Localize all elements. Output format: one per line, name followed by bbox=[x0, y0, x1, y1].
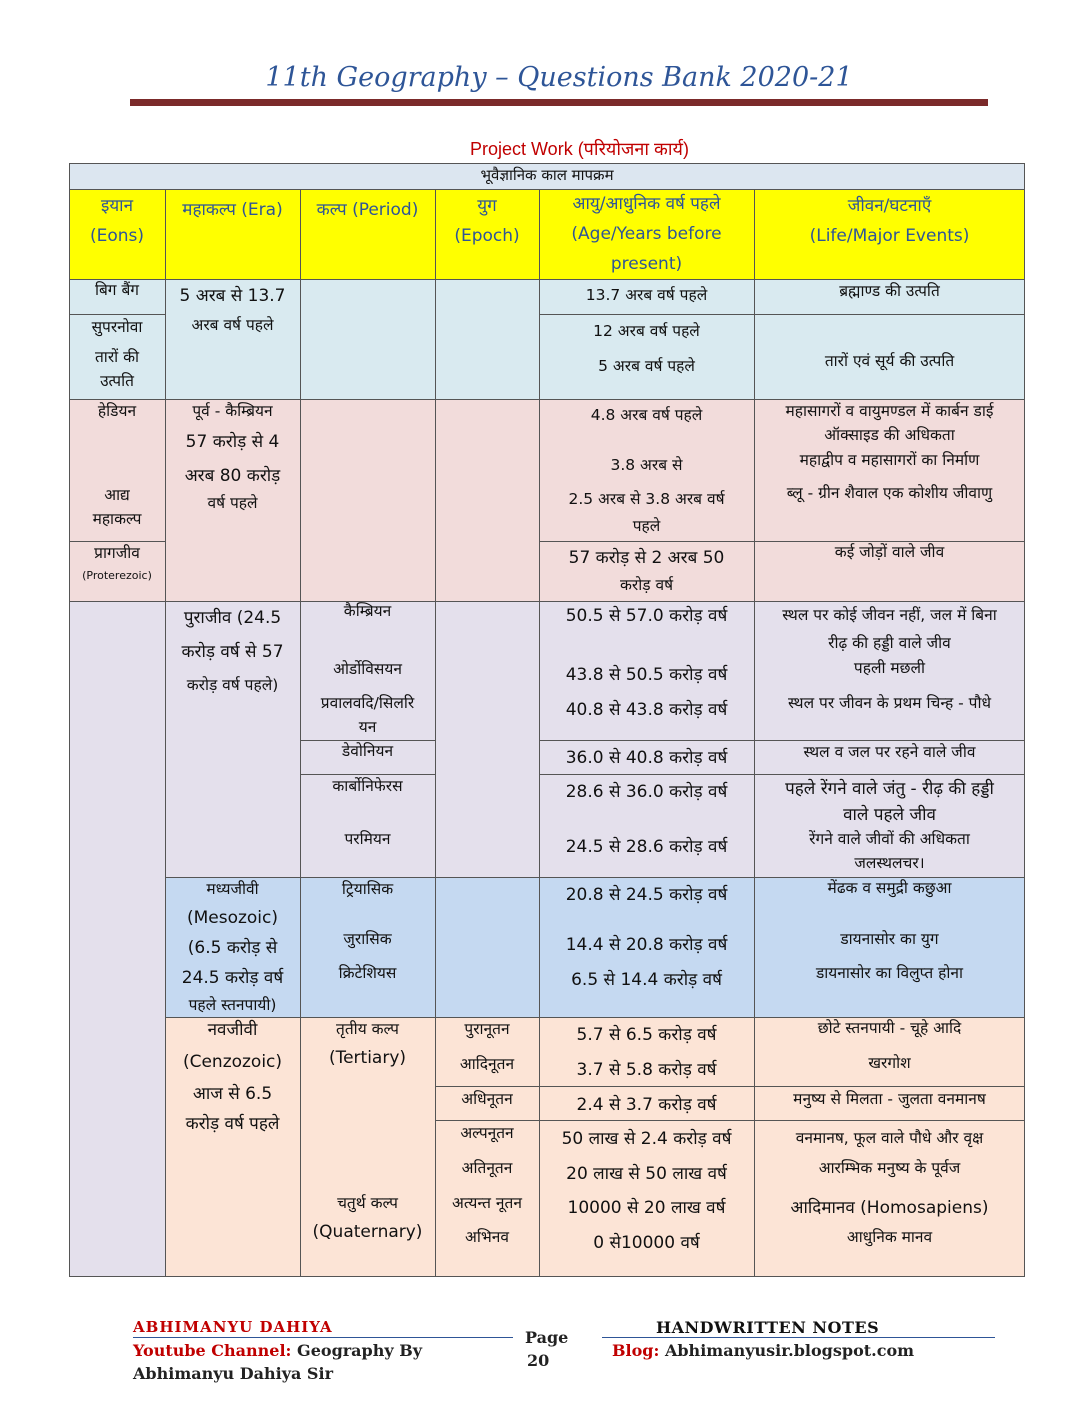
footer-rule-left bbox=[133, 1337, 513, 1338]
header-epoch-en: (Epoch) bbox=[454, 226, 520, 246]
footer-blog-value[interactable]: Abhimanyusir.blogspot.com bbox=[664, 1341, 915, 1360]
header-events bbox=[754, 189, 1025, 279]
header-era bbox=[165, 189, 300, 279]
header-age-hi: आयु/आधुनिक वर्ष पहले bbox=[572, 194, 721, 214]
footer-blog-label: Blog: bbox=[612, 1341, 660, 1360]
header-eons-hi: इयान bbox=[100, 196, 134, 216]
project-title: Project Work (परियोजना कार्य) bbox=[470, 139, 689, 159]
geologic-time-table: भूवैज्ञानिक काल मापक्रम इयान (Eons) महाकल्प (Era) कल्प (Period) युग (Epoch) आयु/आधुनिक वर्ष पहले (Age/Years before present) जीवन/घटनाएँ (Life/Major Events) बिग बैंग सुपरनोवा तारों की उत्पति हेडियन आद्य महाकल्प प्रागजीव (Proterezoic) 5 अरब से 13.7 अरब वर्ष पहले पूर्व - कैम्ब्रियन 57 करोड़ से 4 अरब 80 करोड़ वर्ष पहले पुराजीव (24.5 करोड़ वर्ष से 57 करोड़ वर्ष पहले) मध्यजीवी (Mesozoic) (6.5 करोड़ से 24.5 करोड़ वर्ष पहले स्तनपायी) नवजीवी (Cenzozoic) आज से 6.5 करोड़ वर्ष पहले कैम्ब्रियन ओर्डोविसयन प्रवालवदि/सिलरि यन डेवोनियन कार्बोनिफेरस परमियन ट्रियासिक जुरासिक क्रिटेशियस तृतीय कल्प (Tertiary) चतुर्थ कल्प (Quaternary) पुरानूतन आदिनूतन अधिनूतन अल्पनूतन अतिनूतन अत्यन्त नूतन अभिनव 13.7 अरब वर्ष पहले 12 अरब वर्ष पहले 5 अरब वर्ष पहले 4.8 अरब वर्ष पहले 3.8 अरब से 2.5 अरब से 3.8 अरब वर्ष पहले 57 करोड़ से 2 अरब 50 करोड़ वर्ष 50.5 से 57.0 करोड़ वर्ष 43.8 से 50.5 करोड़ वर्ष 40.8 से 43.8 करोड़ वर्ष 36.0 से 40.8 करोड़ वर्ष 28.6 से 36.0 करोड़ वर्ष 24.5 से 28.6 करोड़ वर्ष 20.8 से 24.5 करोड़ वर्ष 14.4 से 20.8 करोड़ वर्ष 6.5 से 14.4 करोड़ वर्ष 5.7 से 6.5 करोड़ वर्ष 3.7 से 5.8 करोड़ वर्ष 2.4 से 3.7 करोड़ वर्ष 50 लाख से 2.4 करोड़ वर्ष 20 लाख से 50 लाख वर्ष 10000 से 20 लाख वर्ष 0 से10000 वर्ष ब्रह्माण्ड की उत्पति तारों एवं सूर्य की उत्पति महासागरों व वायुमण्डल में कार्बन डाई ऑक्साइड की अधिकता महाद्वीप व महासागरों का निर्माण ब्लू - ग्रीन शैवाल एक कोशीय जीवाणु कई जोड़ों वाले जीव स्थल पर कोई जीवन नहीं, जल में बिना रीढ़ की हड्डी वाले जीव पहली मछली स्थल पर जीवन के प्रथम चिन्ह - पौधे स्थल व जल पर रहने वाले जीव पहले रेंगने वाले जंतु - रीढ़ की हड्डी वाले पहले जीव रेंगने वाले जीवों की अधिकता जलस्थलचर। मेंढक व समुद्री कछुआ डायनासोर का युग डायनासोर का विलुप्त होना छोटे स्तनपायी - चूहे आदि खरगोश मनुष्य से मिलता - जुलता वनमानष वनमानष, फूल वाले पौधे और वृक्ष आरम्भिक मनुष्य के पूर्वज आदिमानव (Homosapiens) आधुनिक मानव bbox=[69, 163, 1025, 1277]
header-epoch bbox=[435, 189, 539, 279]
table-caption: भूवैज्ञानिक काल मापक्रम bbox=[480, 166, 614, 184]
footer-page-label: Page bbox=[525, 1328, 569, 1347]
header-age bbox=[539, 189, 754, 279]
header-epoch-hi: युग bbox=[477, 196, 497, 216]
header-rule bbox=[130, 99, 988, 106]
footer-youtube-value: Geography By bbox=[297, 1341, 423, 1360]
footer-youtube-value2: Abhimanyu Dahiya Sir bbox=[133, 1364, 333, 1383]
eon-blank bbox=[69, 877, 165, 1277]
header-age-en2: present) bbox=[610, 254, 683, 274]
footer-page-number: 20 bbox=[527, 1351, 550, 1370]
caption-row bbox=[69, 163, 1025, 189]
footer-youtube-label: Youtube Channel: bbox=[133, 1341, 292, 1360]
header-eons bbox=[69, 189, 165, 279]
header-events-hi: जीवन/घटनाएँ bbox=[847, 196, 932, 216]
footer-blog bbox=[612, 1341, 914, 1360]
header-eons-en: (Eons) bbox=[89, 226, 145, 246]
footer-notes: HANDWRITTEN NOTES bbox=[656, 1318, 880, 1337]
footer-youtube bbox=[133, 1341, 422, 1360]
footer-author: ABHIMANYU DAHIYA bbox=[133, 1318, 333, 1336]
header-age-en1: (Age/Years before bbox=[571, 224, 722, 244]
header-events-en: (Life/Major Events) bbox=[809, 226, 970, 246]
header-title: 11th Geography – Questions Bank 2020-21 bbox=[265, 62, 853, 93]
header-period-label: कल्प (Period) bbox=[316, 200, 419, 220]
header-period bbox=[300, 189, 435, 279]
footer-rule-right bbox=[602, 1337, 995, 1338]
header-era-label: महाकल्प (Era) bbox=[182, 200, 283, 220]
